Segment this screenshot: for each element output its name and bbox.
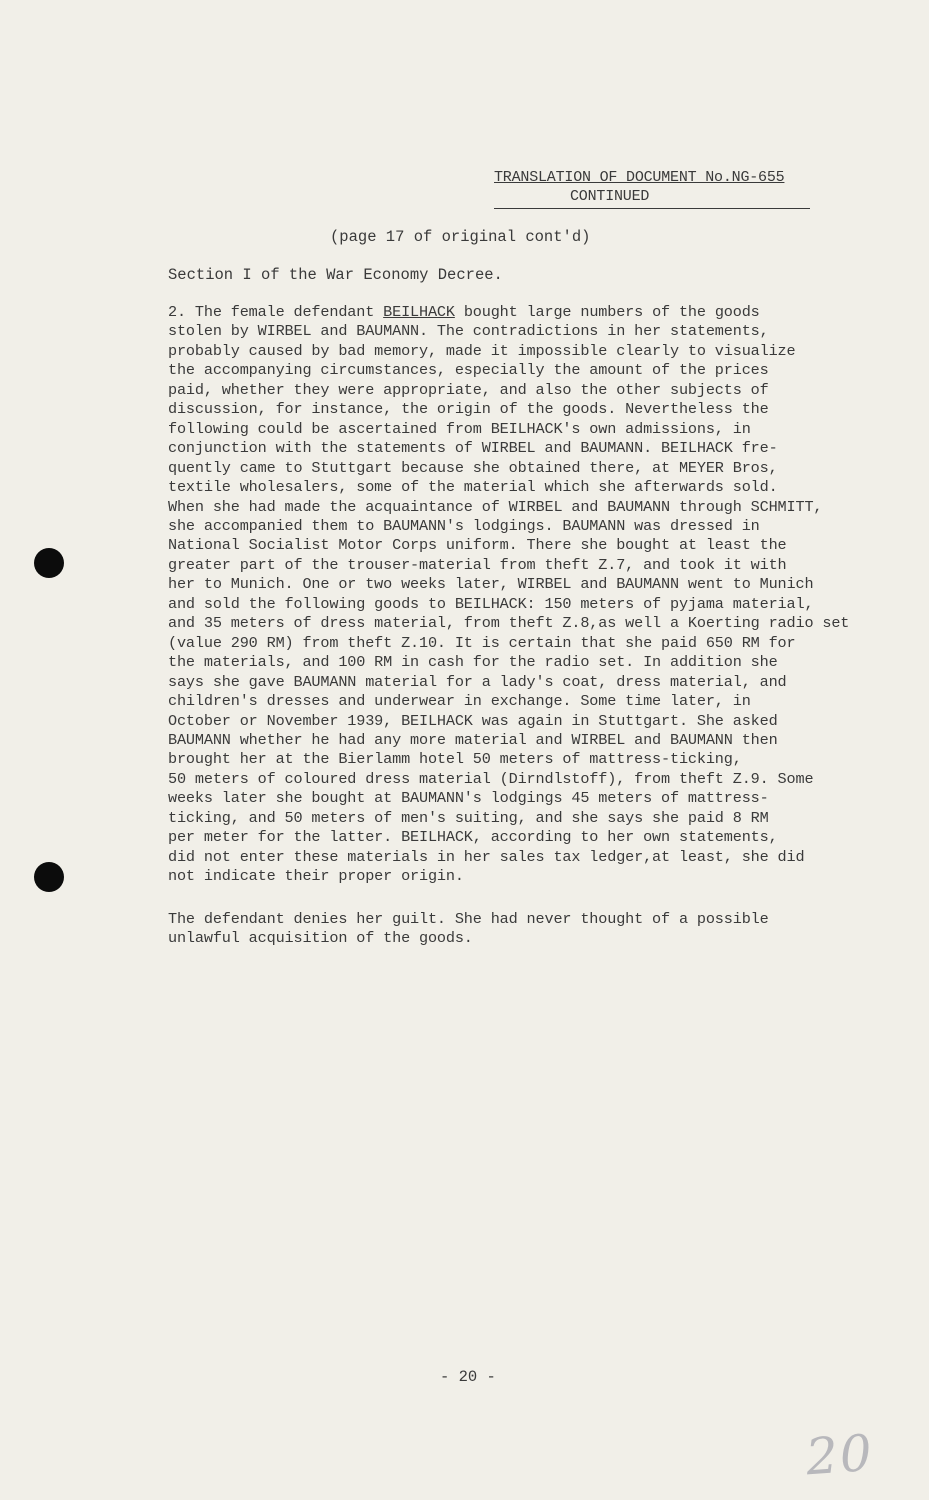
paragraph-1-line: National Socialist Motor Corps uniform. There she bought at least the — [168, 536, 787, 555]
paragraph-1-line: and 35 meters of dress material, from theft Z.8,as well a Koerting radio set — [168, 614, 850, 633]
paragraph-1-line: says she gave BAUMANN material for a lady's coat, dress material, and — [168, 672, 787, 691]
paragraph-1-line: per meter for the latter. BEILHACK, according to her own statements, — [168, 828, 778, 847]
paragraph-1-line: brought her at the Bierlamm hotel 50 meters of mattress-ticking, — [168, 750, 742, 769]
paragraph-1 — [168, 303, 878, 887]
handwritten-page-number: 20 — [804, 1423, 876, 1487]
paragraph-1-line: children's dresses and underwear in exchange. Some time later, in — [168, 692, 751, 711]
paragraph-1-line: weeks later she bought at BAUMANN's lodgings 45 meters of mattress- — [168, 789, 769, 808]
page-number: - 20 - — [440, 1368, 496, 1386]
paragraph-1-line: the accompanying circumstances, especially the amount of the prices — [168, 361, 769, 380]
paragraph-1-line: did not enter these materials in her sales tax ledger,at least, she did — [168, 847, 805, 866]
paragraph-1-line: greater part of the trouser-material from theft Z.7, and took it with — [168, 555, 787, 574]
paragraph-2 — [168, 910, 868, 949]
line-1-suffix: bought large numbers of the goods — [454, 303, 760, 321]
section-title: Section I of the War Economy Decree. — [168, 266, 503, 284]
paragraph-2-line: unlawful acquisition of the goods. — [168, 929, 473, 948]
paragraph-1-line: textile wholesalers, some of the material which she afterwards sold. — [168, 478, 778, 497]
line-1-prefix: 2. The female defendant — [168, 303, 384, 321]
header-title: TRANSLATION OF DOCUMENT No.NG-655 — [494, 169, 785, 186]
punch-hole-top — [34, 548, 64, 578]
paragraph-1-line: following could be ascertained from BEILHACK's own admissions, in — [168, 419, 751, 438]
document-header — [494, 168, 810, 209]
defendant-name: BEILHACK — [383, 303, 455, 321]
paragraph-2-line: The defendant denies her guilt. She had never thought of a possible — [168, 910, 769, 928]
paragraph-1-line: stolen by WIRBEL and BAUMANN. The contradictions in her statements, — [168, 322, 769, 341]
paragraph-1-line: paid, whether they were appropriate, and also the other subjects of — [168, 380, 769, 399]
paragraph-1-line: BAUMANN whether he had any more material and WIRBEL and BAUMANN then — [168, 730, 778, 749]
paragraph-1-line: ticking, and 50 meters of men's suiting, and she says she paid 8 RM — [168, 808, 769, 827]
paragraph-1-line: When she had made the acquaintance of WIRBEL and BAUMANN through SCHMITT, — [168, 497, 823, 516]
paragraph-1-line: quently came to Stuttgart because she obtained there, at MEYER Bros, — [168, 458, 778, 477]
paragraph-1-line: October or November 1939, BEILHACK was again in Stuttgart. She asked — [168, 711, 778, 730]
paragraph-1-line: her to Munich. One or two weeks later, WIRBEL and BAUMANN went to Munich — [168, 575, 814, 594]
header-continued: CONTINUED — [494, 187, 810, 209]
page-reference: (page 17 of original cont'd) — [330, 228, 591, 246]
punch-hole-bottom — [34, 862, 64, 892]
paragraph-1-line: she accompanied them to BAUMANN's lodgings. BAUMANN was dressed in — [168, 516, 760, 535]
paragraph-1-line: discussion, for instance, the origin of the goods. Nevertheless the — [168, 400, 769, 419]
paragraph-1-line-1 — [168, 303, 878, 322]
paragraph-1-line: probably caused by bad memory, made it impossible clearly to visualize — [168, 341, 796, 360]
paragraph-1-line: conjunction with the statements of WIRBEL and BAUMANN. BEILHACK fre- — [168, 439, 778, 458]
paragraph-1-line: not indicate their proper origin. — [168, 867, 464, 886]
paragraph-1-line: 50 meters of coloured dress material (Dirndlstoff), from theft Z.9. Some — [168, 769, 814, 788]
paragraph-1-line: the materials, and 100 RM in cash for the radio set. In addition she — [168, 653, 778, 672]
paragraph-1-line: and sold the following goods to BEILHACK: 150 meters of pyjama material, — [168, 594, 814, 613]
paragraph-1-line: (value 290 RM) from theft Z.10. It is certain that she paid 650 RM for — [168, 633, 796, 652]
